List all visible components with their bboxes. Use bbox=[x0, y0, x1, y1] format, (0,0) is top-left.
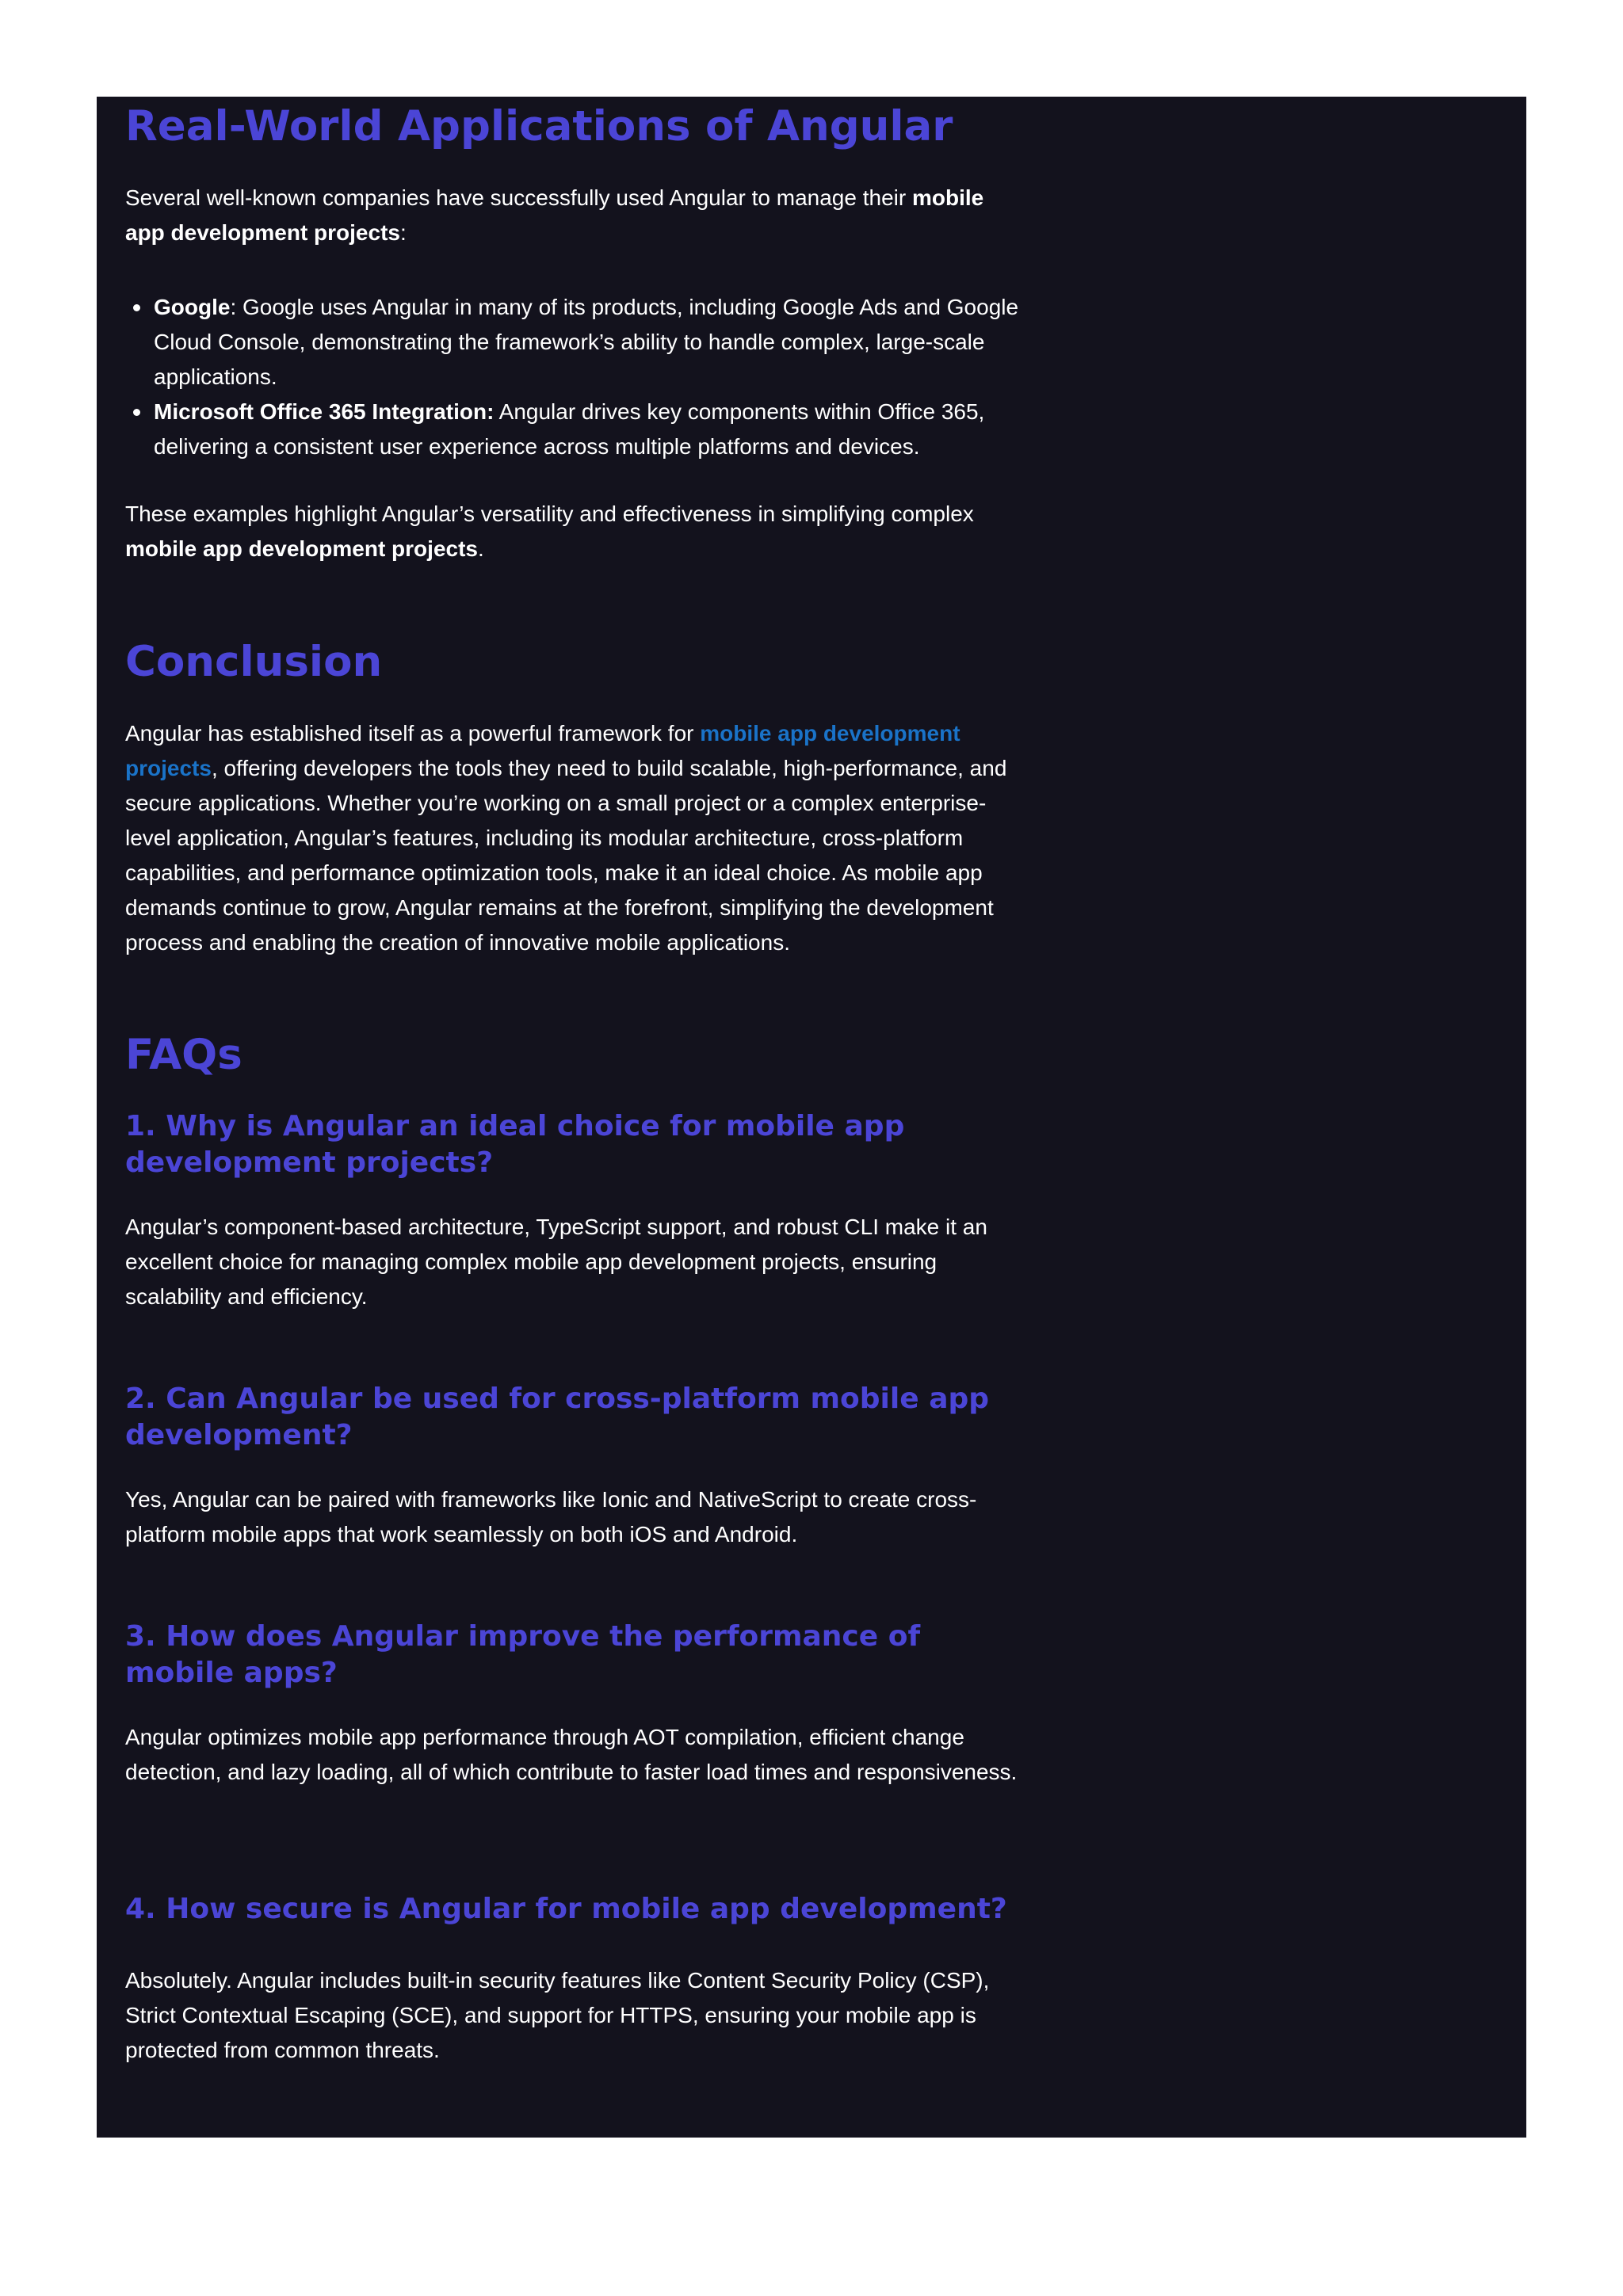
faqs-heading: FAQs bbox=[125, 1031, 242, 1079]
faq-answer-1: Angular’s component-based architecture, TypeScript support, and robust CLI make it an excellent choice for managing complex mobile app development projects, ensuring scalability and efficiency. bbox=[125, 1215, 987, 1309]
faq-question-2: 2. Can Angular be used for cross-platform mobile app development? bbox=[125, 1383, 990, 1451]
faq-answer-3: Angular optimizes mobile app performance through AOT compilation, efficient change detection, and lazy loading, all of which contribute to faster load times and responsiveness. bbox=[125, 1725, 1018, 1784]
companies-list bbox=[125, 290, 1029, 464]
outro-end: . bbox=[477, 536, 484, 561]
bullet-icon bbox=[133, 409, 140, 416]
intro-bold: mobile app development projects bbox=[125, 185, 984, 245]
mobile-app-development-link[interactable]: mobile app development projects bbox=[125, 721, 960, 780]
bullet-bold: Microsoft Office 365 Integration: bbox=[154, 399, 495, 424]
faq-answer-4: Absolutely. Angular includes built-in security features like Content Security Policy (CSP), Strict Contextual Escaping (SCE), and support for HTTPS, ensuring your mobile app is protected from common threats. bbox=[125, 1968, 990, 2062]
conclusion-heading: Conclusion bbox=[125, 638, 383, 686]
real-world-outro bbox=[125, 497, 1029, 566]
intro-text: Several well-known companies have successfully used Angular to manage their bbox=[125, 185, 912, 210]
outro-bold: mobile app development projects bbox=[125, 536, 478, 561]
faq-question-1: 1. Why is Angular an ideal choice for mobile app development projects? bbox=[125, 1110, 905, 1179]
list-item-office365 bbox=[125, 395, 1029, 464]
list-item-google bbox=[125, 290, 1029, 395]
outro-text: These examples highlight Angular’s versatility and effectiveness in simplifying complex bbox=[125, 502, 974, 526]
bullet-icon bbox=[133, 304, 140, 311]
faq-question-3: 3. How does Angular improve the performance of mobile apps? bbox=[125, 1620, 921, 1689]
bullet-text: Angular drives key components within Office 365, delivering a consistent user experience across multiple platforms and devices. bbox=[154, 399, 985, 459]
conclusion-text-end: , offering developers the tools they need to build scalable, high-performance, and secure applications. Whether you’re working on a small project or a complex enterprise-level application, Angular’s features, including its modular architecture, cross-platform capabilities, and performance optimization tools, make it an ideal choice. As mobile app demands continue to grow, Angular remains at the forefront, simplifying the development process and enabling the creation of innovative mobile applications. bbox=[125, 756, 1007, 955]
conclusion-text bbox=[125, 716, 1029, 960]
real-world-intro bbox=[125, 181, 1029, 250]
faq-question-4: 4. How secure is Angular for mobile app development? bbox=[125, 1893, 1007, 1925]
bullet-text: : Google uses Angular in many of its products, including Google Ads and Google Cloud Console, demonstrating the framework’s ability to handle complex, large-scale applications. bbox=[154, 295, 1019, 389]
conclusion-text-start: Angular has established itself as a powerful framework for bbox=[125, 721, 701, 746]
faq-answer-2: Yes, Angular can be paired with frameworks like Ionic and NativeScript to create cross-platform mobile apps that work seamlessly on both iOS and Android. bbox=[125, 1487, 977, 1547]
real-world-heading: Real-World Applications of Angular bbox=[125, 102, 953, 151]
intro-end: : bbox=[399, 220, 407, 245]
bullet-bold: Google bbox=[154, 295, 231, 319]
